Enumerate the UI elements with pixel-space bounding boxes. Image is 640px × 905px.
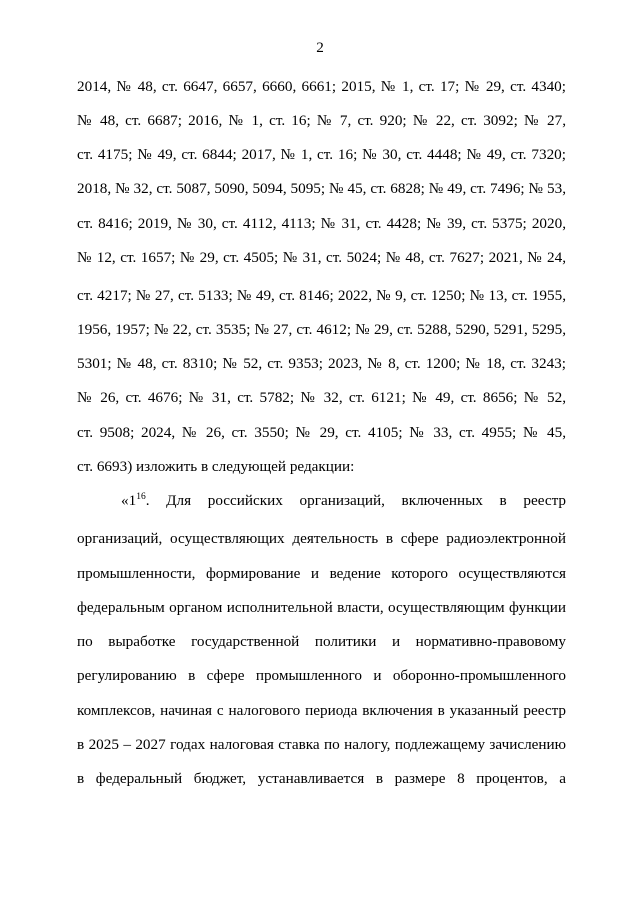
clause-line: в 2025 – 2027 годах налоговая ставка по налогу, подлежащему зачислению	[77, 736, 566, 753]
clause-superscript: 16	[136, 492, 146, 502]
citation-line: 2018, № 32, ст. 5087, 5090, 5094, 5095; № 45, ст. 6828; № 49, ст. 7496; № 53,	[77, 180, 566, 197]
citation-line: № 26, ст. 4676; № 31, ст. 5782; № 32, ст. 6121; № 49, ст. 8656; № 52,	[77, 389, 566, 406]
citation-line: № 48, ст. 6687; 2016, № 1, ст. 16; № 7, ст. 920; № 22, ст. 3092; № 27,	[77, 112, 566, 129]
citation-line-last: ст. 6693) изложить в следующей редакции:	[77, 458, 355, 475]
citation-line: ст. 8416; 2019, № 30, ст. 4112, 4113; № 31, ст. 4428; № 39, ст. 5375; 2020,	[77, 215, 566, 232]
citation-line: ст. 4217; № 27, ст. 5133; № 49, ст. 8146; 2022, № 9, ст. 1250; № 13, ст. 1955,	[77, 287, 566, 304]
clause-line: промышленности, формирование и ведение которого осуществляются	[77, 565, 566, 582]
clause-number: «1	[121, 492, 137, 509]
citation-line: ст. 9508; 2024, № 26, ст. 3550; № 29, ст. 4105; № 33, ст. 4955; № 45,	[77, 424, 566, 441]
clause-first-line	[121, 491, 566, 511]
citation-line: 5301; № 48, ст. 8310; № 52, ст. 9353; 2023, № 8, ст. 1200; № 18, ст. 3243;	[77, 355, 566, 372]
citation-line: № 12, ст. 1657; № 29, ст. 4505; № 31, ст. 5024; № 48, ст. 7627; 2021, № 24,	[77, 249, 566, 266]
clause-line: комплексов, начиная с налогового периода включения в указанный реестр	[77, 702, 566, 719]
clause-first-line-text: . Для российских организаций, включенных в реестр	[145, 492, 566, 509]
clause-line: в федеральный бюджет, устанавливается в размере 8 процентов, а	[77, 770, 566, 787]
page-number: 2	[316, 39, 324, 56]
clause-line: по выработке государственной политики и нормативно-правовому	[77, 633, 566, 650]
clause-line: регулированию в сфере промышленного и оборонно-промышленного	[77, 667, 566, 684]
clause-line: организаций, осуществляющих деятельность в сфере радиоэлектронной	[77, 530, 566, 547]
clause-line: федеральным органом исполнительной власти, осуществляющим функции	[77, 599, 566, 616]
citation-line: ст. 4175; № 49, ст. 6844; 2017, № 1, ст. 16; № 30, ст. 4448; № 49, ст. 7320;	[77, 146, 566, 163]
citation-line: 2014, № 48, ст. 6647, 6657, 6660, 6661; 2015, № 1, ст. 17; № 29, ст. 4340;	[77, 78, 566, 95]
citation-line: 1956, 1957; № 22, ст. 3535; № 27, ст. 4612; № 29, ст. 5288, 5290, 5291, 5295,	[77, 321, 566, 338]
